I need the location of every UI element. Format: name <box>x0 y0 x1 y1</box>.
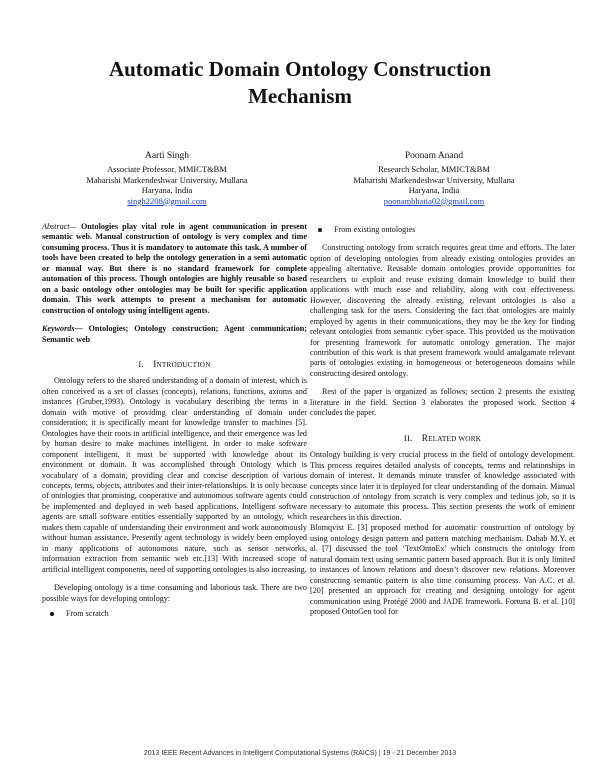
bullet-icon <box>50 612 54 616</box>
conference-footer: 2013 IEEE Recent Advances in Intelligent Computational Systems (RAICS) | 19 - 21 December 2013 <box>143 750 457 757</box>
left-column <box>42 222 307 624</box>
section-rest: ELATED WORK <box>428 434 482 443</box>
related-paragraph-2: Blomqvist E. [3] proposed method for automatic construction of ontology by using ontology design pattern and pattern matching mechanism. Dahab M.Y. et al. [7] discussed the tool ‘TextOntoEx’ which constructs the ontology from natural domain text using semantic pattern based approach. But it is only limited to instances of known relations and doesn’t discover new relations. Moreover constructing semantic pattern is also time consuming process. Van A.C. et al. [20] presented an approach for creating and designing ontology for agent communication using Protégé 2000 and JADE framework. Fortuna B. et al. [10] proposed OntoGen tool for <box>310 523 575 616</box>
keywords-lead: Keywords— <box>42 324 83 334</box>
paper-title <box>40 56 560 110</box>
keywords-text: Ontologies; Ontology construction; Agent communication; Semantic web <box>42 324 307 344</box>
author-location: Haryana, India <box>141 185 193 195</box>
section-rest: NTRODUCTION <box>156 360 211 369</box>
list-item <box>42 609 307 619</box>
related-paragraph-1: Ontology building is very crucial process in the field of ontology development. This process requires detailed analysis of concepts, terms and relationships in domain of interest. It demands minute transfer of knowledge associated with concepts since later it is deployed for clear understanding of the domain. Manual construction of ontology from scratch is very complex and tedious job, so it is necessary to automate this process. This section presents the work of eminent researchers in this direction. <box>310 450 575 522</box>
paragraph-reuse: Constructing ontology from scratch requires great time and efforts. The later option of developing ontologies from already existing ontologies provides an appealing alternative. Reusable domain ontologies provide opportunities for researchers to exploit and reuse existing domain knowledge to build their applications with much ease and reliability, along with cost effectiveness. However, discovering the already existing, relevant ontologies is also a challenging task for the users. Considering the fact that ontologies are mainly employed by agents in their communications, they may be the key for finding relevant ontologies from semantic cyber space. This provided us the motivation for presenting framework for automatic ontology generation. The major contribution of this work is that present framework would amalgamate relevant parts of ontologies existing in homogeneous or heterogeneous domains while constructing desired ontology. <box>310 243 575 378</box>
section-numeral: I. <box>138 358 144 369</box>
author-location: Haryana, India <box>408 185 460 195</box>
author-role: Associate Professor, MMICT&BM <box>107 164 227 174</box>
section-heading-introduction <box>42 359 307 370</box>
bullet-icon <box>318 228 322 232</box>
author-affiliation: Maharishi Markendeshwar University, Mullana <box>353 174 515 185</box>
list-item-text: From scratch <box>66 608 109 618</box>
list-item-text: From existing ontologies <box>334 225 416 234</box>
section-initial: I <box>153 358 157 369</box>
section-heading-related-work <box>310 433 575 444</box>
author-affiliation: Maharishi Markendeshwar University, Mullana <box>86 174 248 185</box>
author-email-link[interactable]: singh2208@gmail.com <box>127 195 207 206</box>
keywords <box>42 324 307 345</box>
author-block-2 <box>309 150 559 206</box>
author-role: Research Scholar, MMICT&BM <box>378 164 490 174</box>
author-name: Aarti Singh <box>144 151 190 161</box>
right-column <box>310 225 575 617</box>
title-line-1: Automatic Domain Ontology Construction <box>108 57 492 81</box>
abstract <box>42 222 307 316</box>
title-line-2: Mechanism <box>248 84 352 108</box>
author-name: Poonam Anand <box>404 151 464 161</box>
author-email-link[interactable]: poonambhatia02@gmail.com <box>383 195 485 206</box>
author-block-1 <box>42 150 292 206</box>
section-numeral: II. <box>403 432 413 443</box>
abstract-lead: Abstract— <box>42 222 77 231</box>
abstract-text: Ontologies play vital role in agent communication in present semantic web. Manual construction of ontology is very complex and time consuming process. Thus it is mandatory to automate this task. A number of tools have been created to help the ontology generation in a semi automatic or manual way. But there is no standard framework for complete automation of this process. Though ontologies are highly reusable so based on a basic ontology other ontologies may be built for specific application domain. This work attempts to present a mechanism for automatic construction of ontology using intelligent agents. <box>42 222 307 315</box>
intro-paragraph-1: Ontology refers to the shared understanding of a domain of interest, which is often conceived as a set of classes (concepts), relations, functions, axioms and instances (Gruber,1993). Ontology is vocabulary describing the terms in a domain with motive of providing clear understanding of domain under consideration; it is specifically meant for knowledge transfer to machines [5]. Ontologies have their roots in artificial intelligence, and their emergence was led by human desire to make machines intelligent. In order to make software component intelligent, it must be supported with knowledge about its environment or domain. It was accomplished through Ontology which is vocabulary of a domain, providing clear and concise description of various concepts, terms, objects, attributes and their inter-relationships. It is only because of ontologies that promising, cooperative and autonomous software agents could be implemented and deployed in web based applications. Intelligent software agents are small software entities essentially supported by an ontology, which makes them capable of understanding their environment and work autonomously without human assistance. Presently agent technology is widely been employed in many applications of autonomous nature, such as sensor networks, information extraction from semantic web etc.[13] With increased scope of artificial intelligent components, need of supporting ontologies is also increasing. <box>42 376 307 574</box>
section-initial: R <box>421 432 429 443</box>
intro-paragraph-2: Developing ontology is a time consuming and laborious task. There are two possible ways for developing ontology: <box>42 583 307 603</box>
paragraph-organization: Rest of the paper is organized as follows; section 2 presents the existing literature in the field. Section 3 elaborates the proposed work. Section 4 concludes the paper. <box>310 387 575 418</box>
list-item <box>310 225 575 235</box>
